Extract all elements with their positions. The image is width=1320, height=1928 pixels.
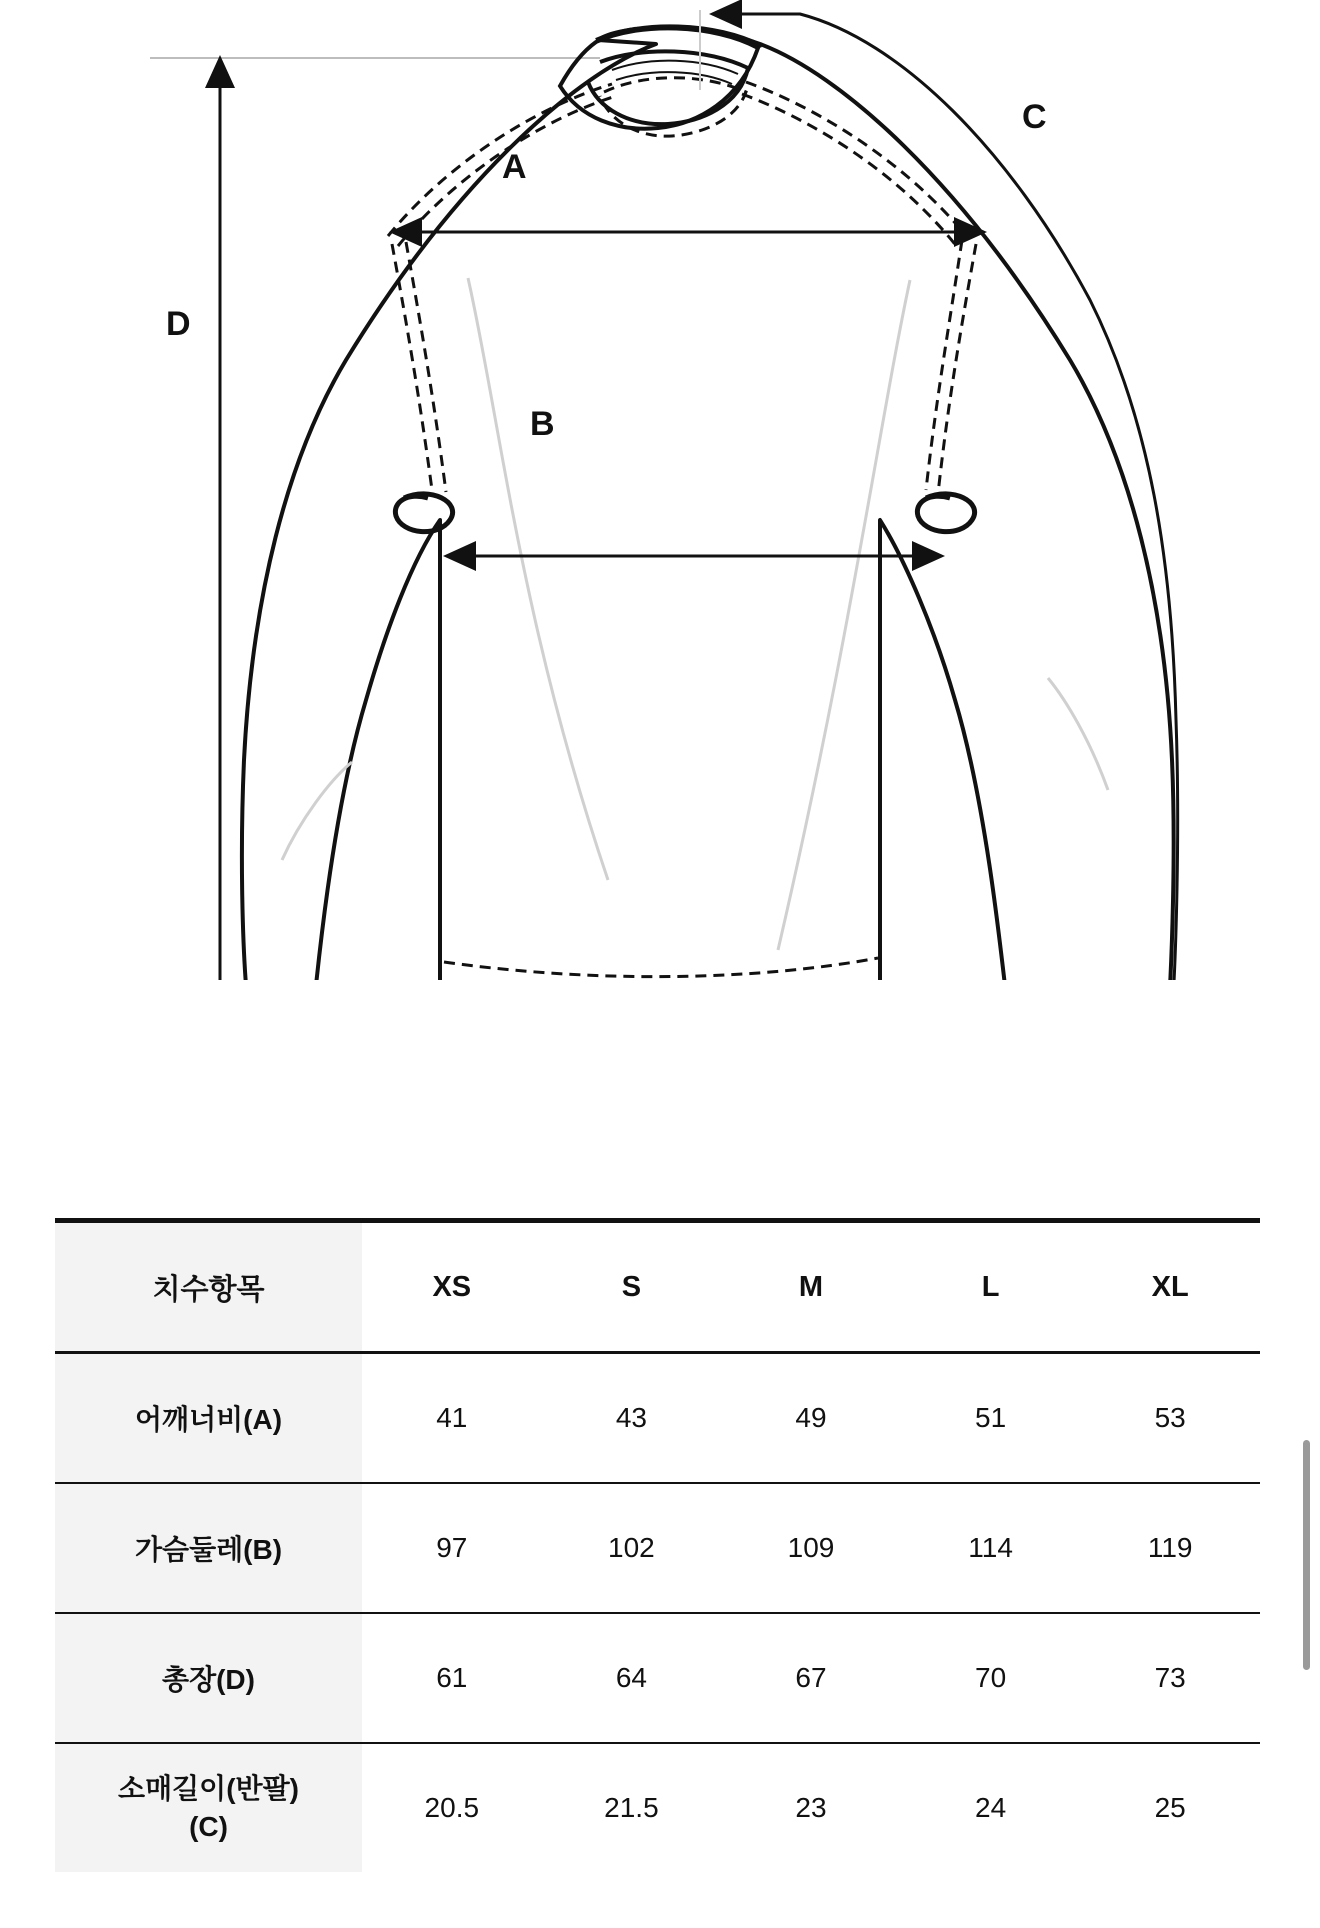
row-label-sleeve-length xyxy=(55,1743,362,1872)
dimension-label-c: C xyxy=(1022,98,1048,136)
cell-length-m: 67 xyxy=(721,1613,901,1743)
cell-sleeve-xl: 25 xyxy=(1154,1792,1186,1823)
table-row xyxy=(55,1353,1260,1484)
cell-sleeve-s: 21.5 xyxy=(604,1792,659,1823)
dimension-label-b: B xyxy=(530,405,556,443)
header-size-m: M xyxy=(721,1221,901,1353)
table-row xyxy=(55,1483,1260,1613)
cell-length-xl: 73 xyxy=(1080,1613,1260,1743)
row-label-sleeve-line2: (C) xyxy=(189,1811,228,1842)
table-row xyxy=(55,1613,1260,1743)
page-scrollbar[interactable] xyxy=(1303,1440,1310,1670)
cell-chest-xs: 97 xyxy=(362,1483,542,1613)
cell-chest-m: 109 xyxy=(721,1483,901,1613)
cell-length-l: 70 xyxy=(901,1613,1081,1743)
row-label-shoulder: 어깨너비(A) xyxy=(55,1353,362,1484)
cell-shoulder-xl: 53 xyxy=(1080,1353,1260,1484)
cell-shoulder-m: 49 xyxy=(721,1353,901,1484)
cell-shoulder-s: 43 xyxy=(542,1353,722,1484)
cell-chest-xl: 119 xyxy=(1080,1483,1260,1613)
cell-length-s: 64 xyxy=(542,1613,722,1743)
size-table-body xyxy=(55,1353,1260,1873)
header-measurement-item: 치수항목 xyxy=(55,1221,362,1353)
size-table-container xyxy=(55,1218,1260,1872)
size-table-head xyxy=(55,1221,1260,1353)
row-label-sleeve-line1: 소매길이(반팔) xyxy=(118,1773,299,1805)
dimension-label-d: D xyxy=(166,305,192,343)
cell-shoulder-xs: 41 xyxy=(362,1353,542,1484)
table-row xyxy=(55,1743,1260,1872)
cell-sleeve-m: 23 xyxy=(795,1792,827,1823)
cell-chest-s: 102 xyxy=(542,1483,722,1613)
size-table xyxy=(55,1218,1260,1872)
header-size-xl: XL xyxy=(1080,1221,1260,1353)
table-header-row xyxy=(55,1221,1260,1353)
header-size-s: S xyxy=(542,1221,722,1353)
cell-shoulder-l: 51 xyxy=(901,1353,1081,1484)
cell-sleeve-xs: 20.5 xyxy=(424,1792,480,1823)
garment-outline xyxy=(242,28,1174,980)
cell-chest-l: 114 xyxy=(901,1483,1081,1613)
cell-sleeve-l: 24 xyxy=(975,1792,1007,1823)
header-size-xs: XS xyxy=(362,1221,542,1353)
row-label-chest: 가슴둘레(B) xyxy=(55,1483,362,1613)
header-size-l: L xyxy=(901,1221,1081,1353)
row-label-total-length: 총장(D) xyxy=(55,1613,362,1743)
cell-length-xs: 61 xyxy=(362,1613,542,1743)
dimension-label-a: A xyxy=(502,148,528,186)
